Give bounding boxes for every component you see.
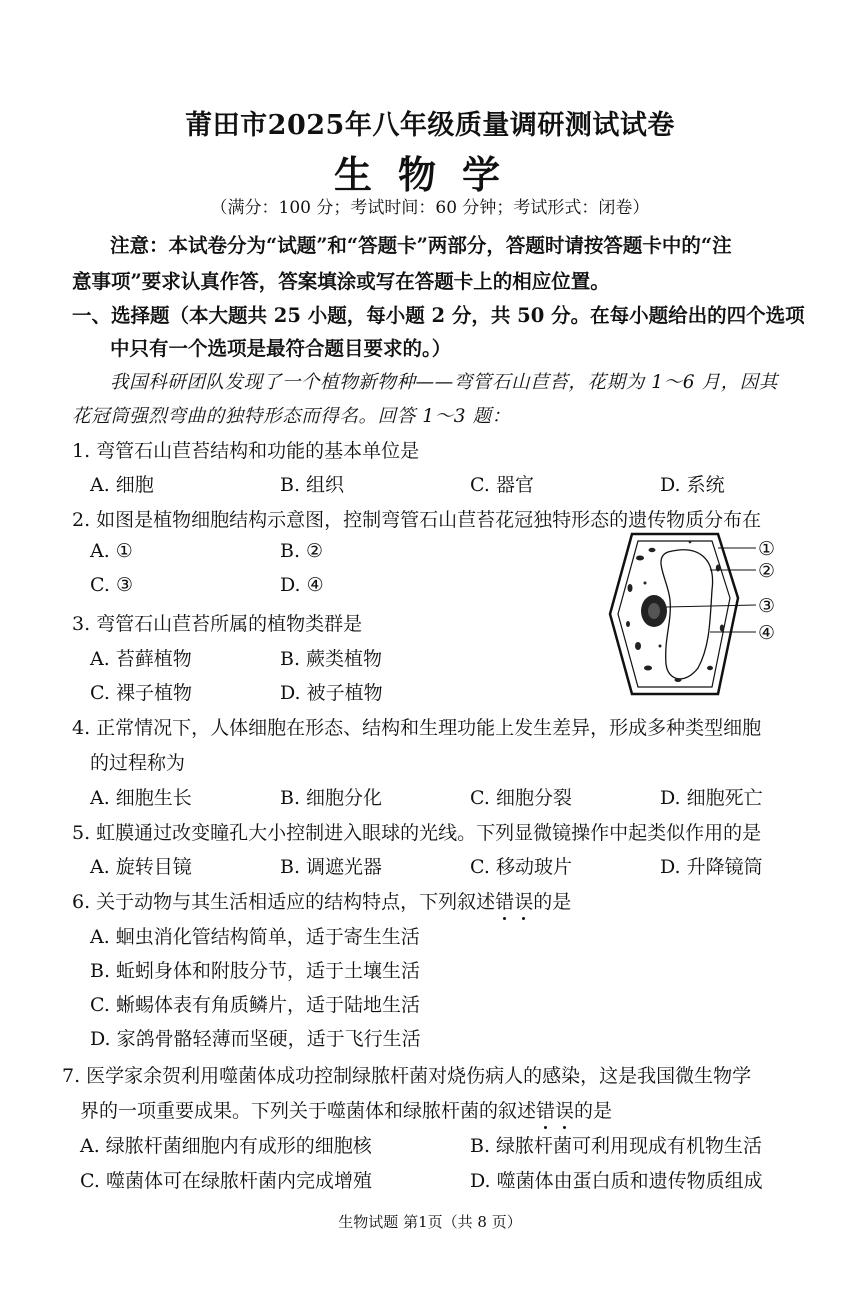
- section-heading-line-2: 中只有一个选项是最符合题目要求的。）: [110, 337, 452, 360]
- cell-membrane: [618, 541, 730, 687]
- question-6-stem: [72, 887, 571, 914]
- question-6-stem-suffix: 的是: [533, 891, 572, 913]
- question-3-option-a: A. 苔藓植物: [90, 648, 192, 670]
- emphasis-dot-char: 误: [514, 887, 533, 914]
- question-2-option-a: A. ①: [90, 540, 133, 562]
- question-4-option-a: A. 细胞生长: [90, 787, 192, 809]
- figure-label-1: ①: [758, 538, 776, 560]
- notice-line-2: 意事项”要求认真作答，答案填涂或写在答题卡上的相应位置。: [72, 270, 610, 293]
- question-6-stem-prefix: 6. 关于动物与其生活相适应的结构特点，下列叙述: [72, 891, 496, 913]
- question-6-option-d: D. 家鸽骨骼轻薄而坚硬，适于飞行生活: [90, 1028, 421, 1050]
- question-1-option-b: B. 组织: [280, 474, 345, 496]
- question-7-option-d: D. 噬菌体由蛋白质和遗传物质组成: [470, 1170, 763, 1192]
- notice-line-1: 注意：本试卷分为“试题”和“答题卡”两部分，答题时请按答题卡中的“注: [110, 234, 732, 257]
- subject-title: 生物学: [333, 152, 526, 197]
- question-6-option-b: B. 蚯蚓身体和附肢分节，适于土壤生活: [90, 960, 421, 982]
- question-7-option-a: A. 绿脓杆菌细胞内有成形的细胞核: [80, 1135, 372, 1157]
- question-7-stem-line-2: [80, 1096, 612, 1123]
- question-7-stem-suffix: 的是: [574, 1100, 613, 1122]
- page-footer: 生物试题 第1页（共 8 页）: [338, 1213, 522, 1231]
- vacuole: [661, 550, 713, 679]
- question-7-stem-line-1: 7. 医学家余贺利用噬菌体成功控制绿脓杆菌对烧伤病人的感染，这是我国微生物学: [62, 1065, 752, 1087]
- question-5-option-b: B. 调遮光器: [280, 856, 383, 878]
- emphasis-dot-char: 错: [536, 1096, 555, 1123]
- question-2-option-b: B. ②: [280, 540, 324, 562]
- figure-label-2: ②: [758, 560, 776, 582]
- intro-line-2: 花冠筒强烈弯曲的独特形态而得名。回答 1～3 题：: [72, 406, 511, 427]
- question-7-stem-prefix: 界的一项重要成果。下列关于噬菌体和绿脓杆菌的叙述: [80, 1100, 537, 1122]
- question-3-option-c: C. 裸子植物: [90, 682, 192, 704]
- page-title: 莆田市2025年八年级质量调研测试试卷: [185, 110, 675, 141]
- figure-label-4: ④: [758, 622, 776, 644]
- question-5-option-a: A. 旋转目镜: [90, 856, 192, 878]
- question-6-option-a: A. 蛔虫消化管结构简单，适于寄生生活: [90, 926, 420, 948]
- question-4-stem-line-1: 4. 正常情况下，人体细胞在形态、结构和生理功能上发生差异，形成多种类型细胞: [72, 717, 762, 739]
- question-3-stem: 3. 弯管石山苣苔所属的植物类群是: [72, 613, 363, 635]
- question-1-option-a: A. 细胞: [90, 474, 154, 496]
- question-5-option-c: C. 移动玻片: [470, 856, 572, 878]
- leader-lines: [666, 548, 756, 632]
- intro-line-1: 我国科研团队发现了一个植物新物种——弯管石山苣苔，花期为 1～6 月，因其: [110, 372, 779, 393]
- section-heading-line-1: 一、选择题（本大题共 25 小题，每小题 2 分，共 50 分。在每小题给出的四个选项: [72, 304, 805, 327]
- question-1-option-d: D. 系统: [660, 474, 725, 496]
- emphasis-dot-char: 错: [495, 887, 514, 914]
- question-2-option-d: D. ④: [280, 574, 324, 596]
- question-7-option-b: B. 绿脓杆菌可利用现成有机物生活: [470, 1135, 763, 1157]
- question-5-stem: 5. 虹膜通过改变瞳孔大小控制进入眼球的光线。下列显微镜操作中起类似作用的是: [72, 822, 762, 844]
- question-6-option-c: C. 蜥蜴体表有角质鳞片，适于陆地生活: [90, 994, 420, 1016]
- question-2-option-c: C. ③: [90, 574, 133, 596]
- question-5-option-d: D. 升降镜筒: [660, 856, 763, 878]
- chloroplasts: [626, 541, 724, 682]
- question-4-option-d: D. 细胞死亡: [660, 787, 763, 809]
- question-4-option-c: C. 细胞分裂: [470, 787, 572, 809]
- question-4-option-b: B. 细胞分化: [280, 787, 383, 809]
- question-4-stem-line-2: 的过程称为: [90, 752, 186, 774]
- question-1-stem: 1. 弯管石山苣苔结构和功能的基本单位是: [72, 440, 420, 462]
- question-1-option-c: C. 器官: [470, 474, 534, 496]
- question-7-option-c: C. 噬菌体可在绿脓杆菌内完成增殖: [80, 1170, 372, 1192]
- question-3-option-b: B. 蕨类植物: [280, 648, 383, 670]
- question-2-stem: 2. 如图是植物细胞结构示意图，控制弯管石山苣苔花冠独特形态的遗传物质分布在: [72, 509, 762, 531]
- figure-label-3: ③: [758, 595, 776, 617]
- exam-meta: （满分：100 分；考试时间：60 分钟；考试形式：闭卷）: [210, 198, 650, 218]
- cell-wall-outer: [610, 534, 738, 694]
- emphasis-dot-char: 误: [555, 1096, 574, 1123]
- nucleolus: [648, 603, 660, 619]
- question-3-option-d: D. 被子植物: [280, 682, 383, 704]
